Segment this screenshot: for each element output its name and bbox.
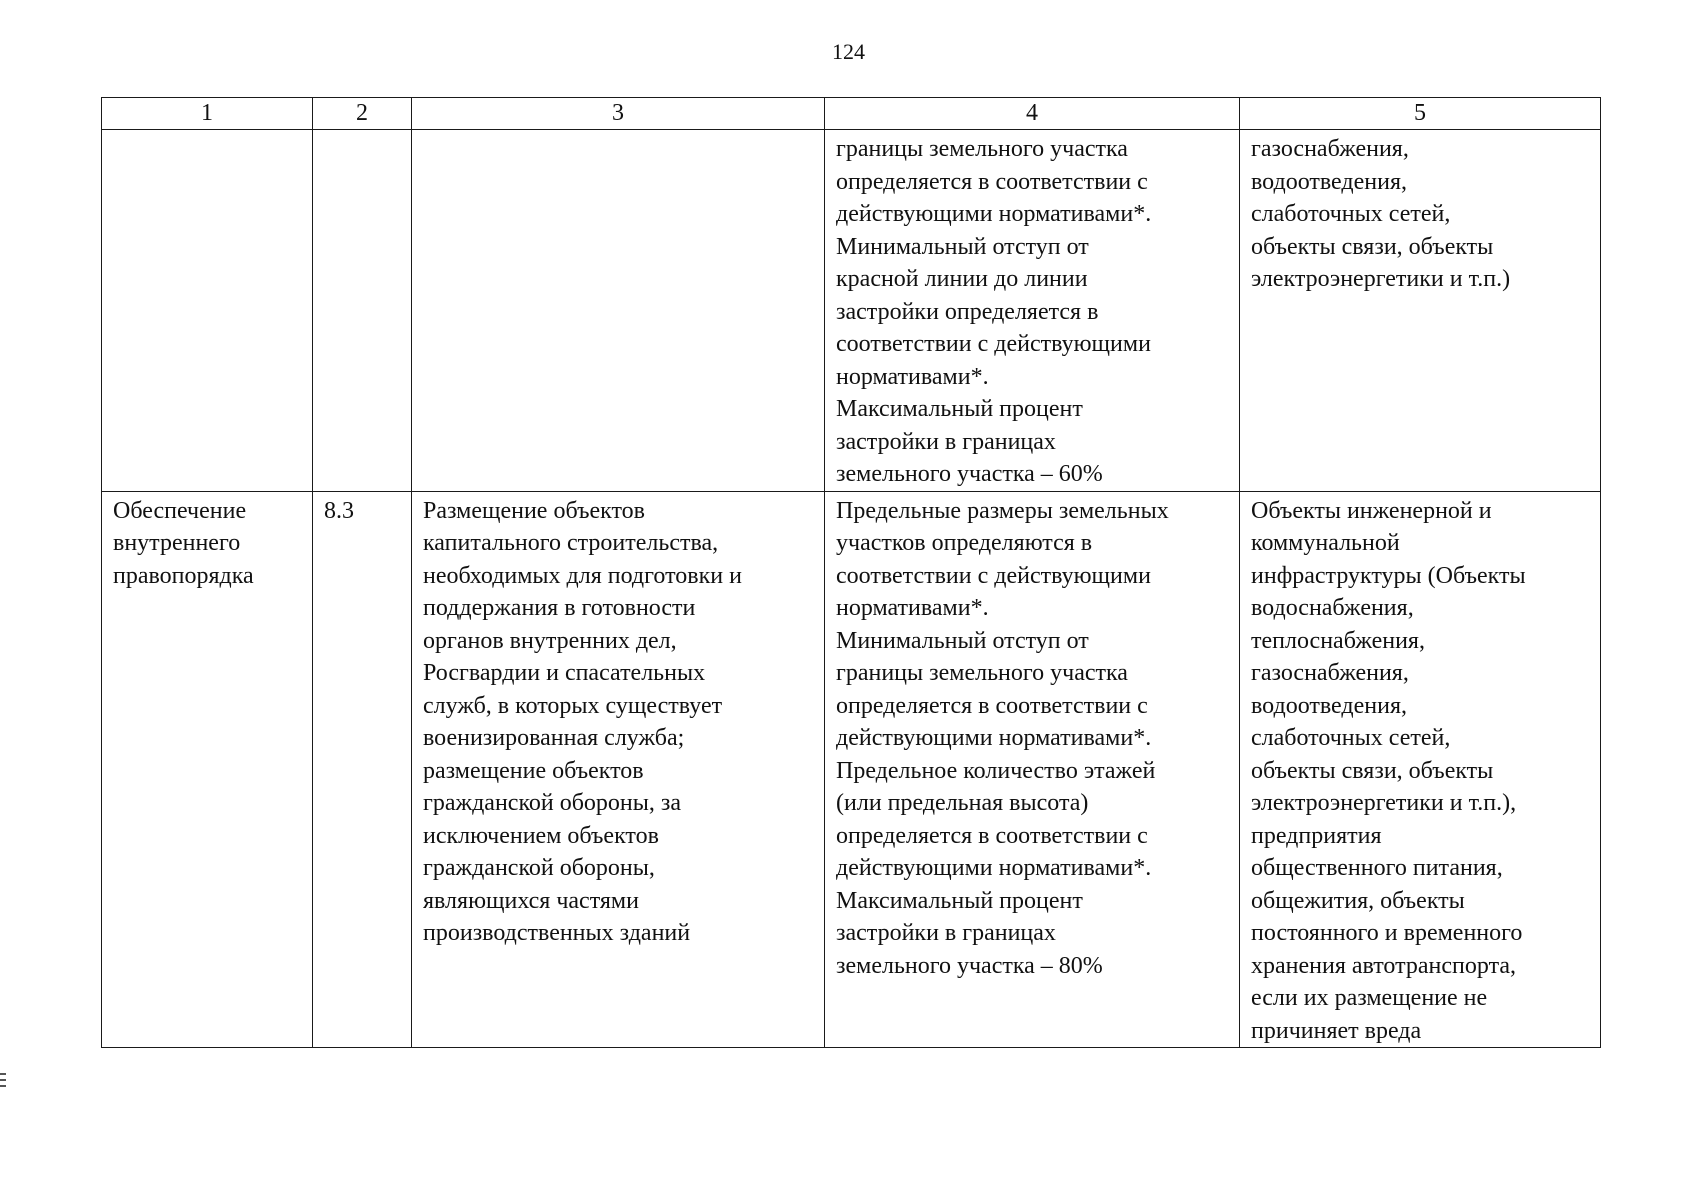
column-header-5: 5 xyxy=(1240,98,1601,130)
page-number: 124 xyxy=(832,39,865,64)
cell-use-code xyxy=(313,130,412,492)
scan-edge-mark xyxy=(0,1073,6,1091)
table-row-internal-law-enforcement xyxy=(102,491,1601,1048)
cell-use-description xyxy=(412,130,825,492)
cell-auxiliary-uses: Объекты инженерной и коммунальной инфраструктуры (Объекты водоснабжения, теплоснабжения, газоснабжения, водоотведения, слаботочных сетей, объекты связи, объекты электроэнергетики и т.п.), предприятия общественного питания, общежития, объекты постоянного и временного хранения автотранспорта, если их размещение не причиняет вреда xyxy=(1240,491,1601,1048)
land-use-table xyxy=(101,97,1601,1048)
cell-use-name xyxy=(102,130,313,492)
cell-use-code: 8.3 xyxy=(313,491,412,1048)
column-header-1: 1 xyxy=(102,98,313,130)
column-header-3: 3 xyxy=(412,98,825,130)
table-header-row xyxy=(102,98,1601,130)
cell-auxiliary-uses: газоснабжения, водоотведения, слаботочных сетей, объекты связи, объекты электроэнергетики и т.п.) xyxy=(1240,130,1601,492)
cell-parameters: границы земельного участка определяется в соответствии с действующими нормативами*. Минимальный отступ от красной линии до линии застройки определяется в соответствии с действующими нормативами*. Максимальный процент застройки в границах земельного участка – 60% xyxy=(825,130,1240,492)
cell-parameters: Предельные размеры земельных участков определяются в соответствии с действующими нормативами*. Минимальный отступ от границы земельного участка определяется в соответствии с действующими нормативами*. Предельное количество этажей (или предельная высота) определяется в соответствии с действующими нормативами*. Максимальный процент застройки в границах земельного участка – 80% xyxy=(825,491,1240,1048)
cell-use-name: Обеспечение внутреннего правопорядка xyxy=(102,491,313,1048)
column-header-4: 4 xyxy=(825,98,1240,130)
column-header-2: 2 xyxy=(313,98,412,130)
cell-use-description: Размещение объектов капитального строительства, необходимых для подготовки и поддержания в готовности органов внутренних дел, Росгвардии и спасательных служб, в которых существует военизированная служба; размещение объектов гражданской обороны, за исключением объектов гражданской обороны, являющихся частями производственных зданий xyxy=(412,491,825,1048)
table-row-continued xyxy=(102,130,1601,492)
